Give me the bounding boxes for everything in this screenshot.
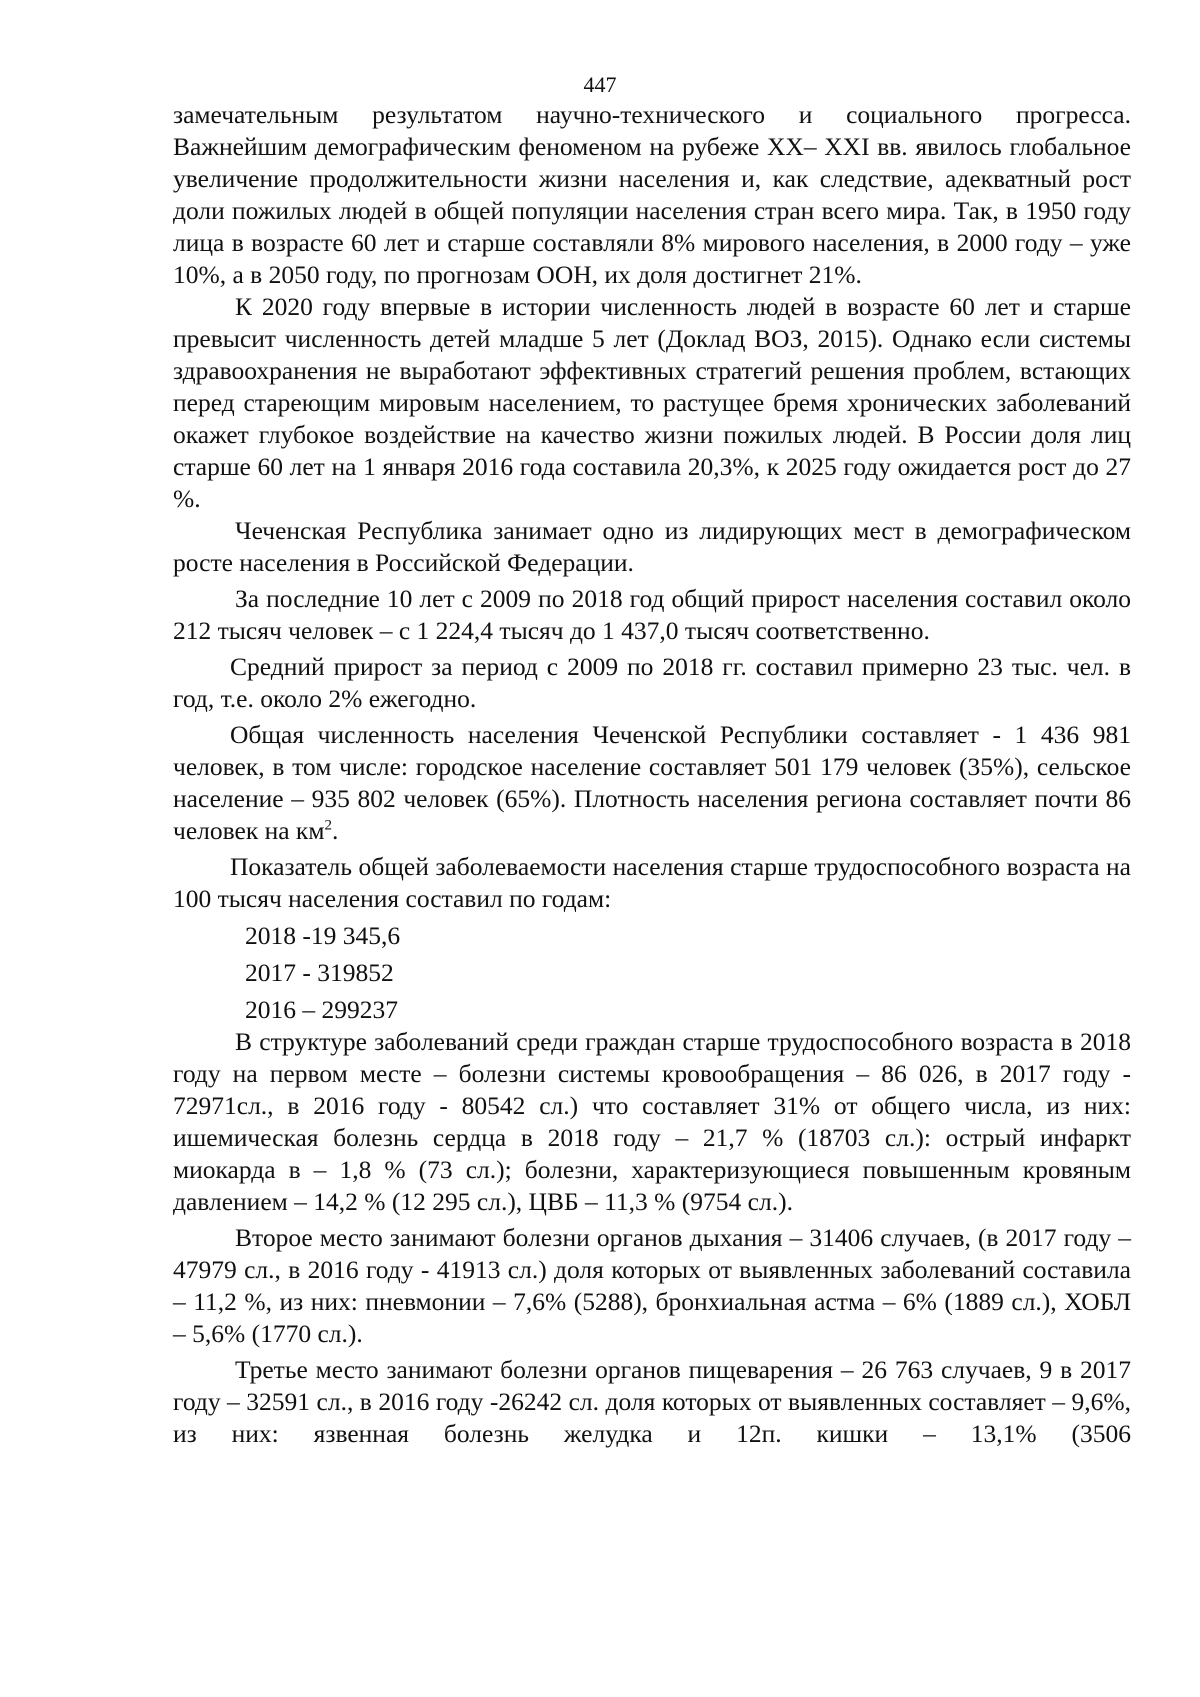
paragraph-1: замечательным результатом научно-технического и социального прогресса. Важнейшим демографическим феноменом на рубеже ХХ– XXI вв. явилось глобальное увеличение продолжительности жизни населения и, как следствие, адекватный рост доли пожилых людей в общей популяции населения стран всего мира. Так, в 1950 году лица в возрасте 60 лет и старше составляли 8% мирового населения, в 2000 году – уже 10%, а в 2050 году, по прогнозам ООН, их доля достигнет 21%. <box>173 100 1131 289</box>
paragraph-6-text: Общая численность населения Чеченской Республики составляет - 1 436 981 человек, в том числе: городское население составляет 501 179 человек (35%), сельское население – 935 802 человек (65%). Плотность населения региона составляет почти 86 человек на км <box>173 720 1131 845</box>
paragraph-7: Показатель общей заболеваемости населения старше трудоспособного возраста на 100 тысяч населения составил по годам: <box>173 852 1131 913</box>
paragraph-2: К 2020 году впервые в истории численность людей в возрасте 60 лет и старше превысит численность детей младше 5 лет (Доклад ВОЗ, 2015). Однако если системы здравоохранения не выработают эффективных стратегий решения проблем, встающих перед стареющим мировым населением, то растущее бремя хронических заболеваний окажет глубокое воздействие на качество жизни пожилых людей. В России доля лиц старше 60 лет на 1 января 2016 года составила 20,3%, к 2025 году ожидается рост до 27 %. <box>173 292 1131 513</box>
paragraph-9: Второе место занимают болезни органов дыхания – 31406 случаев, (в 2017 году – 47979 сл., в 2016 году - 41913 сл.) доля которых от выявленных заболеваний составила – 11,2 %, из них: пневмонии – 7,6% (5288), бронхиальная астма – 6% (1889 сл.), ХОБЛ – 5,6% (1770 сл.). <box>173 1223 1131 1348</box>
paragraph-10: Третье место занимают болезни органов пищеварения – 26 763 случаев, 9 в 2017 году – 32591 сл., в 2016 году -26242 сл. доля которых от выявленных составляет – 9,6%, из них: язвенная болезнь желудка и 12п. кишки – 13,1% (3506 <box>173 1355 1131 1448</box>
superscript-2: 2 <box>324 817 332 834</box>
paragraph-4: За последние 10 лет с 2009 по 2018 год общий прирост населения составил около 212 тысяч человек – с 1 224,4 тысяч до 1 437,0 тысяч соответственно. <box>173 584 1131 645</box>
paragraph-8: В структуре заболеваний среди граждан старше трудоспособного возраста в 2018 году на первом месте – болезни системы кровообращения – 86 026, в 2017 году - 72971сл., в 2016 году - 80542 сл.) что составляет 31% от общего числа, из них: ишемическая болезнь сердца в 2018 году – 21,7 % (18703 сл.): острый инфаркт миокарда в – 1,8 % (73 сл.); болезни, характеризующиеся повышенным кровяным давлением – 14,2 % (12 295 сл.), ЦВБ – 11,3 % (9754 сл.). <box>173 1027 1131 1216</box>
year-value-2017: 2017 - 319852 <box>245 958 394 987</box>
paragraph-3: Чеченская Республика занимает одно из лидирующих мест в демографическом росте населения в Российской Федерации. <box>173 516 1131 577</box>
paragraph-5: Средний прирост за период с 2009 по 2018 гг. составил примерно 23 тыс. чел. в год, т.е. около 2% ежегодно. <box>173 652 1131 713</box>
paragraph-6-end: . <box>331 816 339 845</box>
paragraph-6 <box>173 719 1131 847</box>
page-number: 447 <box>583 72 617 97</box>
year-value-2018: 2018 -19 345,6 <box>245 921 401 950</box>
year-value-2016: 2016 – 299237 <box>245 995 398 1024</box>
document-body <box>173 99 1131 1450</box>
